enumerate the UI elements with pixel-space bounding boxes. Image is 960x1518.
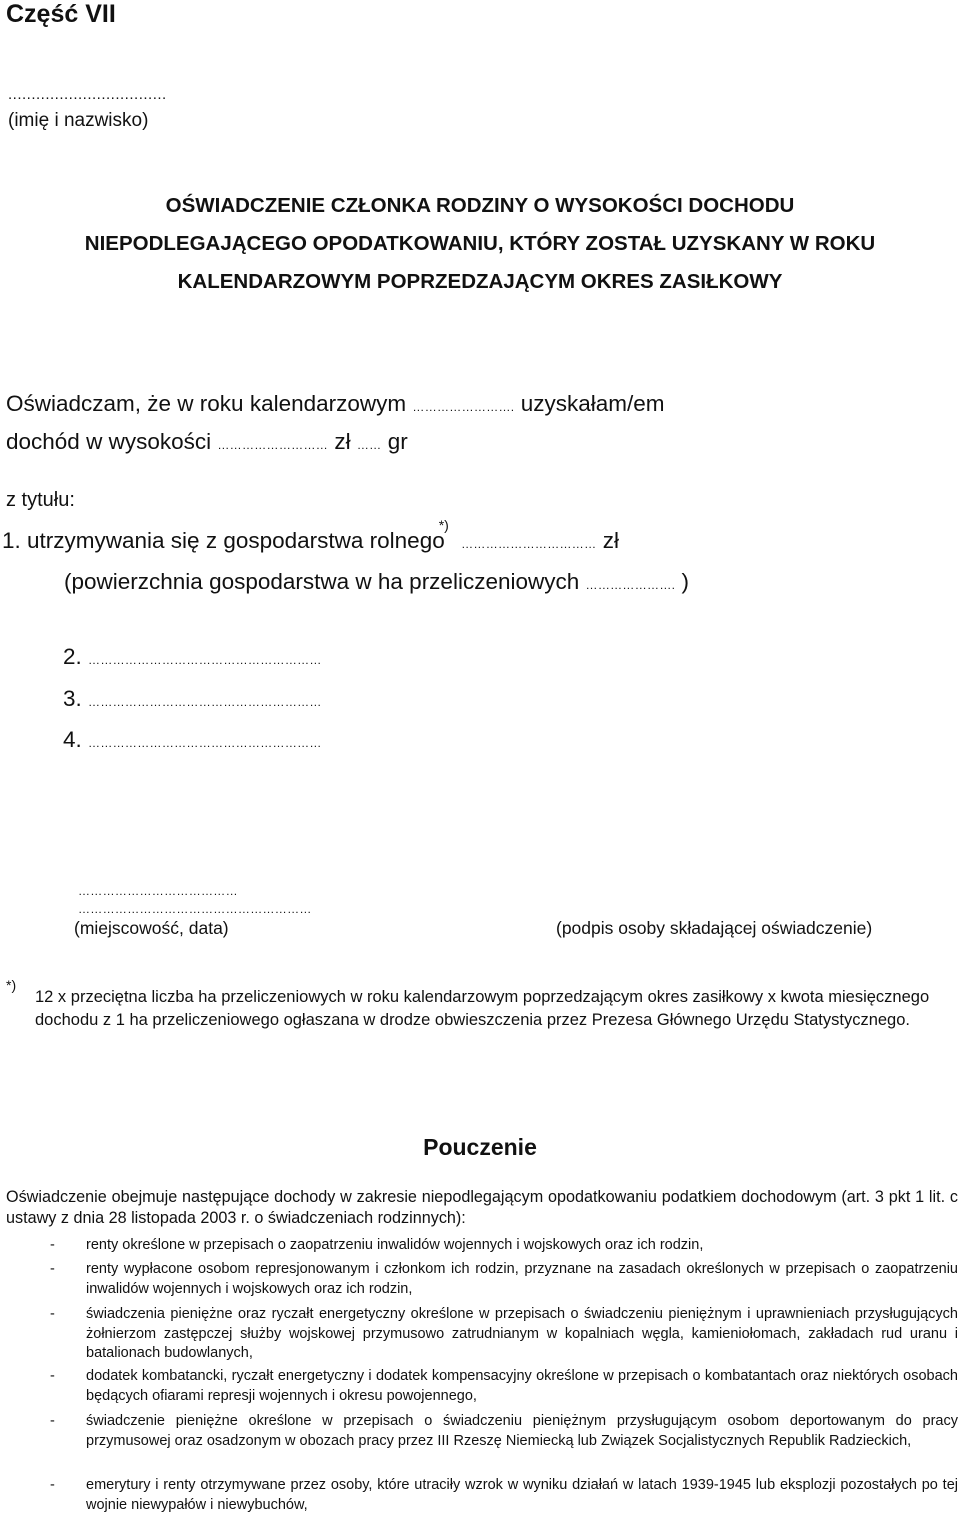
place-date-dots-field[interactable]: …………………………………: [78, 884, 238, 898]
farm-income-dots-field[interactable]: ……………………………: [461, 537, 597, 551]
zl-label: zł: [334, 429, 351, 454]
list-dash: -: [50, 1237, 55, 1253]
income-item-3: [63, 686, 322, 712]
income-zl-dots-field[interactable]: ………………………: [217, 438, 329, 452]
item-3-dots-field[interactable]: …………………………………………………: [88, 695, 322, 709]
pouczenie-title: Pouczenie: [423, 1134, 537, 1160]
farm-area-label: (powierzchnia gospodarstwa w ha przeliczeniowych: [64, 569, 580, 594]
list-item-text: renty określone w przepisach o zaopatrzeniu inwalidów wojennych i wojskowych oraz ich rodzin,: [86, 1237, 704, 1253]
income-amount-label: dochód w wysokości: [6, 429, 212, 454]
list-dash: -: [50, 1261, 55, 1277]
declaration-year-label: Oświadczam, że w roku kalendarzowym: [6, 391, 407, 416]
document-title-line-2: NIEPODLEGAJĄCEGO OPODATKOWANIU, KTÓRY ZOSTAŁ UZYSKANY W ROKU: [84, 232, 876, 255]
document-title-line-1: OŚWIADCZENIE CZŁONKA RODZINY O WYSOKOŚCI DOCHODU: [165, 194, 795, 217]
declaration-line-2: [6, 429, 408, 455]
item-number: 3.: [63, 686, 82, 711]
income-item-1: [2, 517, 619, 554]
farm-area-dots-field[interactable]: ………………….: [585, 578, 676, 592]
income-item-2: [63, 644, 322, 670]
list-dash: -: [50, 1413, 55, 1429]
list-dash: -: [50, 1477, 55, 1493]
name-label: (imię i nazwisko): [8, 110, 149, 131]
item-4-dots-field[interactable]: …………………………………………………: [88, 736, 322, 750]
item-number: 2.: [63, 644, 82, 669]
list-item-text: emerytury i renty otrzymywane przez osoby, które utraciły wzrok w wyniku działań w latach 1939-1945 lub eksplozji pozostałych po tej wojnie niewypałów i niewybuchów,: [86, 1477, 958, 1513]
list-item-text: renty wypłacone osobom represjonowanym i członkom ich rodzin, przyznane na zasadach określonych w przepisach o zaopatrzeniu inwalidów wojennych i wojskowych oraz ich rodzin,: [86, 1261, 958, 1297]
farm-income-label: 1. utrzymywania się z gospodarstwa rolnego: [2, 528, 445, 553]
name-dots-line[interactable]: ..................................: [8, 86, 167, 103]
item-number: 4.: [63, 727, 82, 752]
item-2-dots-field[interactable]: …………………………………………………: [88, 653, 322, 667]
declaration-line-1: [6, 391, 665, 417]
list-dash: -: [50, 1306, 55, 1322]
list-item-text: świadczenie pieniężne określone w przepisach o świadczeniu pieniężnym przysługującym osobom deportowanym do pracy przymusowej oraz osadzonym w obozach pracy przez III Rzeszę Niemiecką lub Związek Socjalistycznych Republik Radzieckich,: [86, 1413, 958, 1449]
farm-area-close-paren: ): [681, 569, 690, 594]
year-dots-field[interactable]: …………………….: [412, 400, 515, 414]
gr-label: gr: [387, 429, 408, 454]
item1-zl-label: zł: [602, 528, 619, 553]
signer-label: (podpis osoby składającej oświadczenie): [556, 918, 873, 938]
part-title: Część VII: [6, 0, 116, 28]
source-label: z tytułu:: [6, 489, 75, 511]
footnote-ref: *): [438, 517, 449, 533]
pouczenie-intro: Oświadczenie obejmuje następujące dochody w zakresie niepodlegającym opodatkowaniu podatkiem dochodowym (art. 3 pkt 1 lit. c ustawy z dnia 28 listopada 2003 r. o świadczeniach rodzinnych):: [6, 1188, 958, 1227]
farm-area-line: [64, 569, 689, 595]
place-date-label: (miejscowość, data): [74, 918, 229, 938]
obtained-label: uzyskałam/em: [520, 391, 665, 416]
list-item-text: świadczenia pieniężne oraz ryczałt energetyczny określone w przepisach o świadczeniu pieniężnym i uprawnieniach przysługujących żołnierzom zastępczej służby wojskowej przymusowo zatrudnianym w kopalniach węgla, kamieniołomach, zakładach rud uranu i batalionach budowlanych,: [86, 1306, 958, 1361]
list-dash: -: [50, 1368, 55, 1384]
list-item-text: dodatek kombatancki, ryczałt energetyczny i dodatek kompensacyjny określone w przepisach o kombatantach oraz niektórych osobach będących ofiarami represji wojennych i okresu powojennego,: [86, 1368, 958, 1404]
signature-dots-field[interactable]: …………………………………………………: [78, 902, 312, 916]
footnote-text: 12 x przeciętna liczba ha przeliczeniowych w roku kalendarzowym poprzedzającym okres zasiłkowy x kwota miesięcznego dochodu z 1 ha przeliczeniowego ogłaszana w drodze obwieszczenia przez Prezesa Głównego Urzędu Statystycznego.: [35, 988, 930, 1029]
document-title-line-3: KALENDARZOWYM POPRZEDZAJĄCYM OKRES ZASIŁKOWY: [177, 270, 783, 293]
income-item-4: [63, 727, 322, 753]
income-gr-dots-field[interactable]: ……: [356, 438, 382, 452]
footnote-marker: *): [6, 977, 17, 993]
